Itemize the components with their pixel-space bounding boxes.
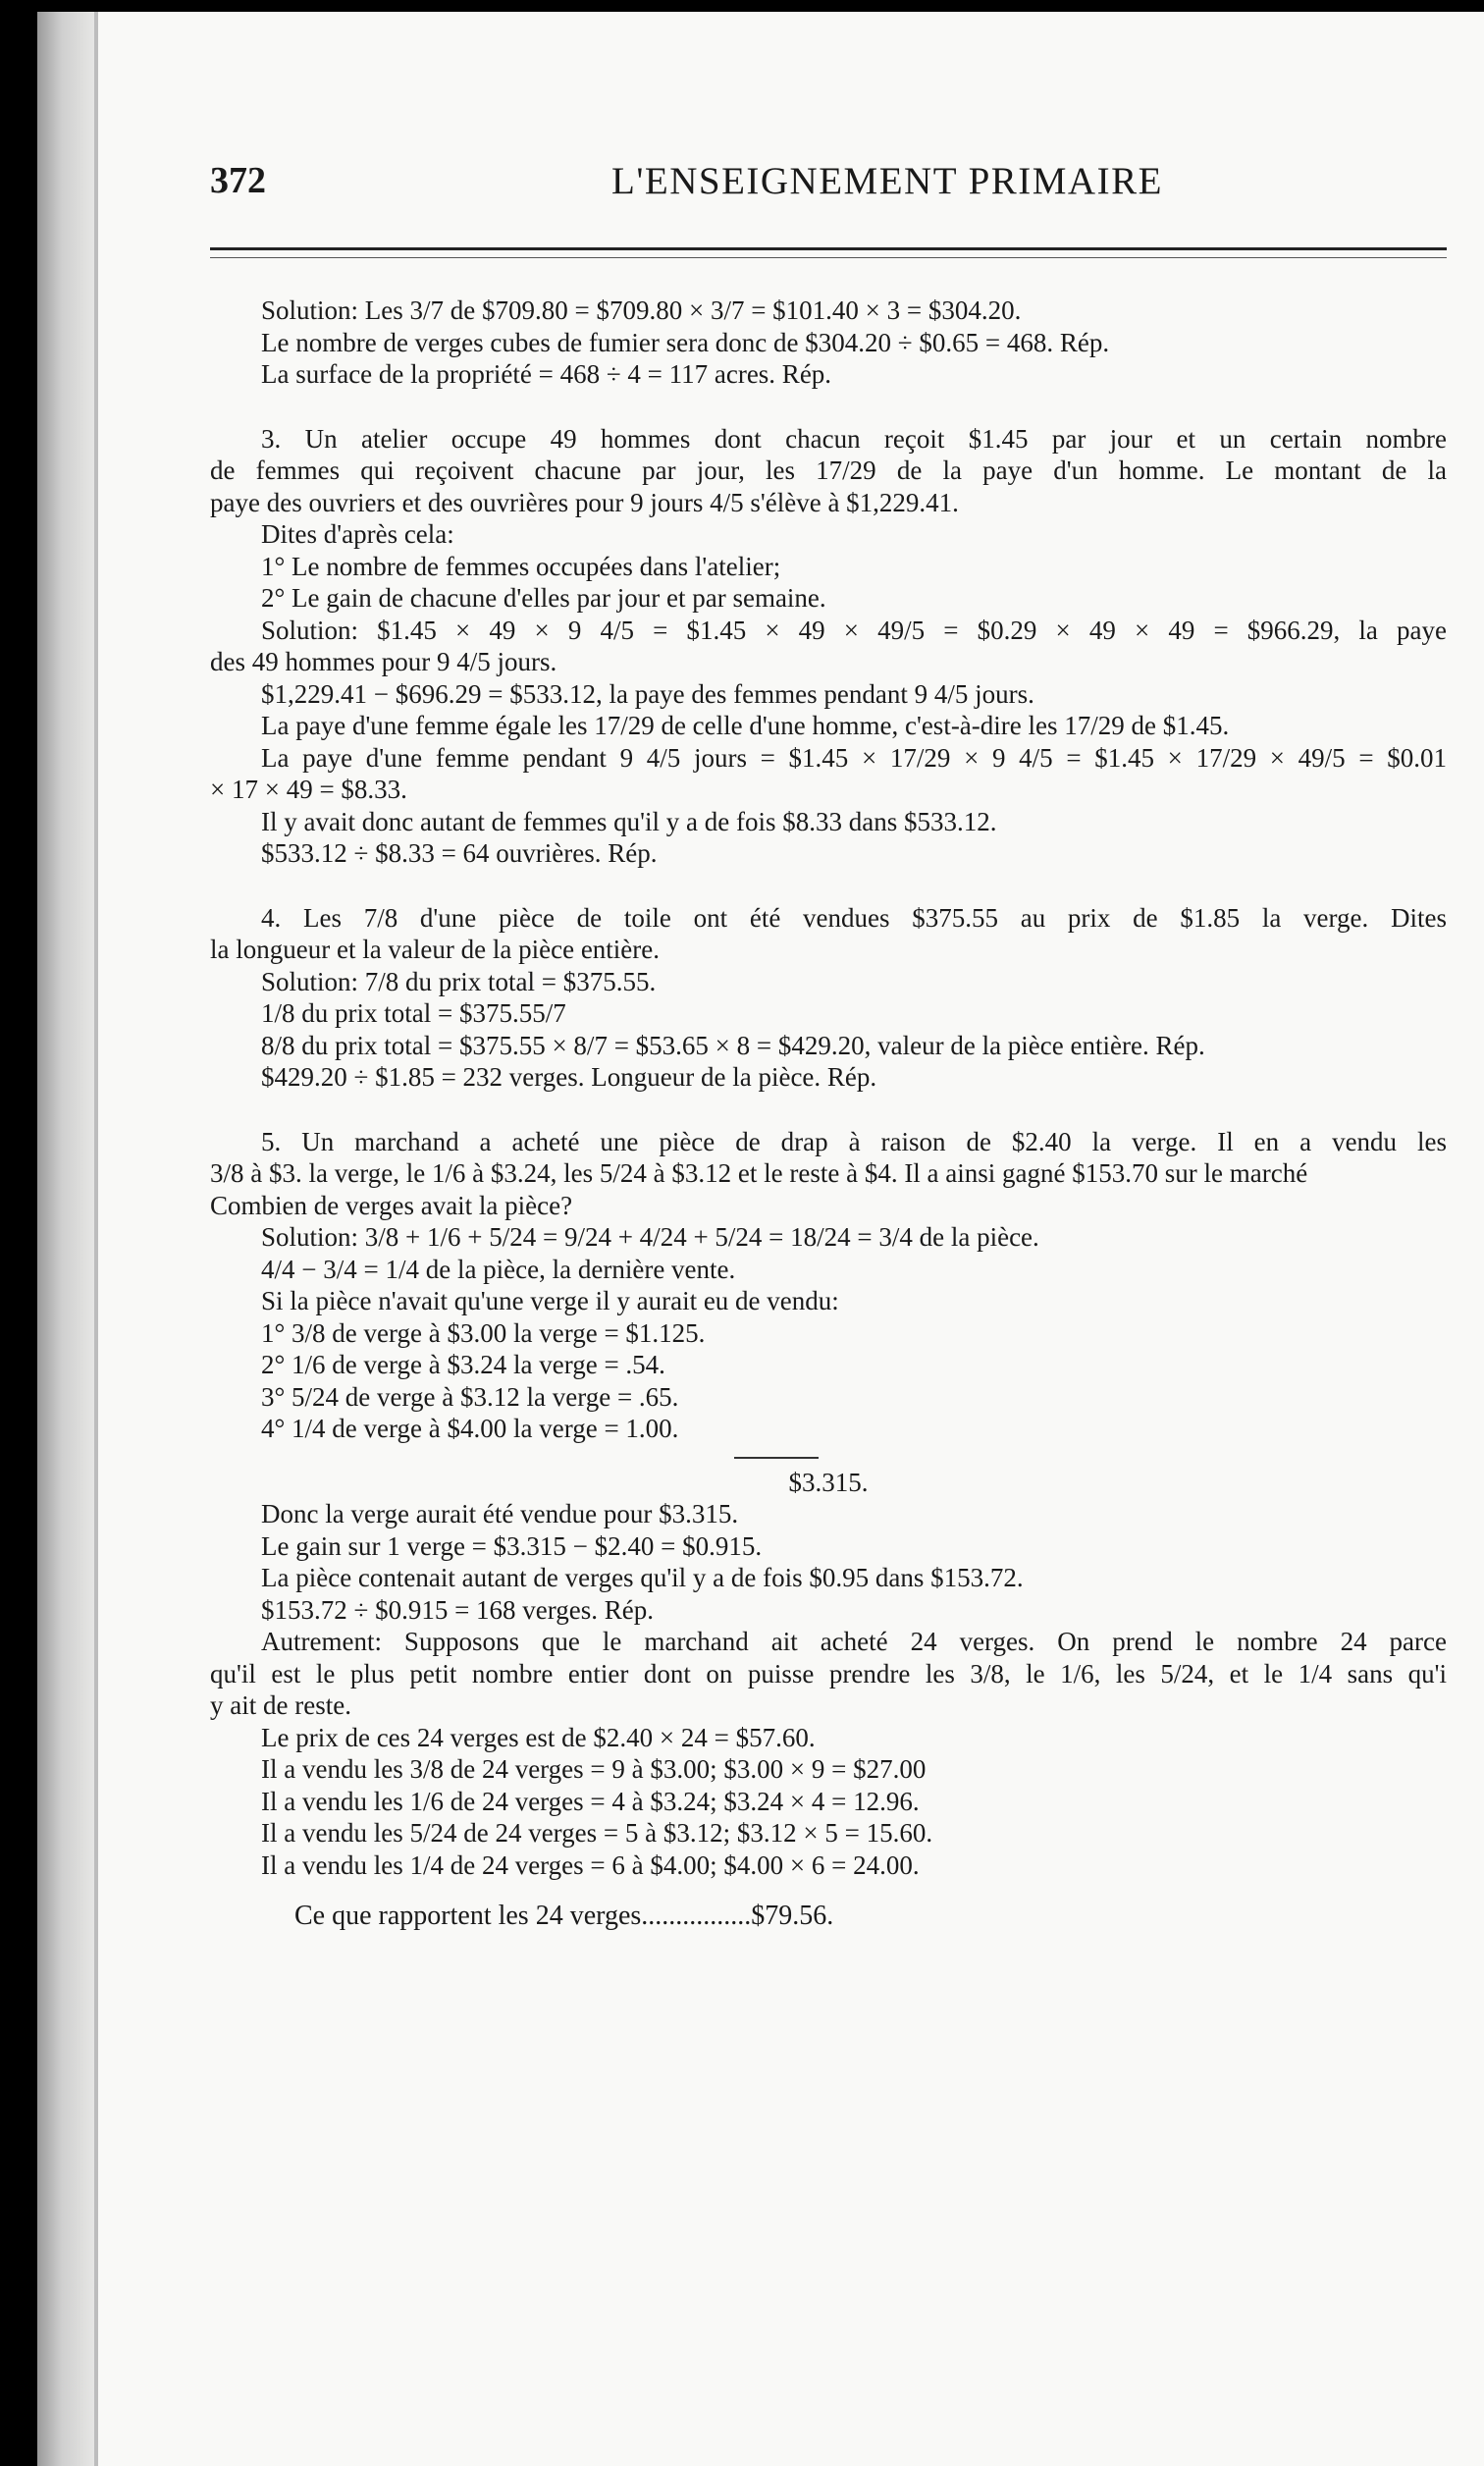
text-line: $153.72 ÷ $0.915 = 168 verges. Rép. — [261, 1594, 655, 1625]
text-line: La pièce contenait autant de verges qu'il y a de fois $0.95 dans $153.72. — [261, 1563, 1024, 1592]
text-line: paye des ouvriers et des ouvrières pour 9 jours 4/5 s'élève à $1,229.41. — [210, 487, 959, 517]
text-line: × 17 × 49 = $8.33. — [210, 775, 407, 804]
text-line: Donc la verge aurait été vendue pour $3.315. — [261, 1499, 739, 1528]
text-line: 3. Un atelier occupe 49 hommes dont chacun reçoit $1.45 par jour et un certain nombre — [261, 423, 1447, 454]
text-line: 8/8 du prix total = $375.55 × 8/7 = $53.65 × 8 = $429.20, valeur de la pièce entière. Rép. — [261, 1030, 1205, 1060]
paragraph-gap — [210, 870, 1447, 902]
text-line: Il y avait donc autant de femmes qu'il y a de fois $8.33 dans $533.12. — [261, 806, 997, 836]
paragraph-gap — [210, 1094, 1447, 1126]
text-line: Il a vendu les 1/4 de 24 verges = 6 à $4.00; $4.00 × 6 = 24.00. — [261, 1850, 920, 1880]
text-line: Si la pièce n'avait qu'une verge il y aurait eu de vendu: — [261, 1286, 839, 1315]
paragraph-gap — [210, 1881, 1447, 1901]
text-line: 3/8 à $3. la verge, le 1/6 à $3.24, les 5/24 à $3.12 et le reste à $4. Il a ainsi gagné $153.70 sur le marché — [210, 1158, 1308, 1188]
text-line: La paye d'une femme égale les 17/29 de celle d'une homme, c'est-à-dire les 17/29 de $1.45. — [261, 711, 1230, 740]
text-line: Il a vendu les 1/6 de 24 verges = 4 à $3.24; $3.24 × 4 = 12.96. — [261, 1786, 920, 1816]
text-line: $3.315. — [788, 1467, 869, 1497]
text-line: Solution: Les 3/7 de $709.80 = $709.80 × 3/7 = $101.40 × 3 = $304.20. — [261, 295, 1022, 325]
header-rule — [210, 247, 1447, 258]
text-line: 1/8 du prix total = $375.55/7 — [261, 998, 566, 1028]
text-line: $1,229.41 − $696.29 = $533.12, la paye des femmes pendant 9 4/5 jours. — [261, 678, 1034, 709]
text-line: Le prix de ces 24 verges est de $2.40 × 24 = $57.60. — [261, 1722, 816, 1752]
text-line: 3° 5/24 de verge à $3.12 la verge = .65. — [261, 1381, 679, 1412]
text-line: 1° 3/8 de verge à $3.00 la verge = $1.125. — [261, 1317, 706, 1348]
text-line: Ce que rapportent les 24 verges................$79.56. — [294, 1901, 834, 1931]
text-line: $533.12 ÷ $8.33 = 64 ouvrières. Rép. — [261, 838, 658, 868]
text-line: $429.20 ÷ $1.85 = 232 verges. Longueur de la pièce. Rép. — [261, 1062, 877, 1092]
text-line: Autrement: Supposons que le marchand ait acheté 24 verges. On prend le nombre 24 parce — [261, 1627, 1447, 1656]
text-line: Solution: $1.45 × 49 × 9 4/5 = $1.45 × 49 × 49/5 = $0.29 × 49 × 49 = $966.29, la paye — [261, 615, 1447, 645]
text-line: de femmes qui reçoivent chacune par jour, les 17/29 de la paye d'un homme. Le montant de la — [210, 456, 1447, 485]
text-line: Il a vendu les 5/24 de 24 verges = 5 à $3.12; $3.12 × 5 = 15.60. — [261, 1818, 933, 1848]
text-line: La paye d'une femme pendant 9 4/5 jours = $1.45 × 17/29 × 9 4/5 = $1.45 × 17/29 × 49/5 = $0.01 — [261, 742, 1447, 773]
text-line: Il a vendu les 3/8 de 24 verges = 9 à $3.00; $3.00 × 9 = $27.00 — [261, 1754, 927, 1784]
text-line: qu'il est le plus petit nombre entier dont on puisse prendre les 3/8, le 1/6, les 5/24, et le 1/4 sans qu'i — [210, 1658, 1447, 1689]
book-page — [37, 12, 1484, 2466]
text-line: y ait de reste. — [210, 1690, 351, 1720]
text-line: Combien de verges avait la pièce? — [210, 1190, 573, 1220]
text-line: 4° 1/4 de verge à $4.00 la verge = 1.00. — [261, 1414, 679, 1443]
text-line: la longueur et la valeur de la pièce entière. — [210, 935, 661, 964]
paragraph-gap — [210, 391, 1447, 423]
text-line: Solution: 7/8 du prix total = $375.55. — [261, 966, 657, 996]
text-line: 2° 1/6 de verge à $3.24 la verge = .54. — [261, 1350, 665, 1379]
text-line: La surface de la propriété = 468 ÷ 4 = 117 acres. Rép. — [261, 359, 832, 389]
text-line: Le gain sur 1 verge = $3.315 − $2.40 = $0.915. — [261, 1530, 763, 1561]
book-spine-shadow — [37, 12, 98, 2466]
text-line: 2° Le gain de chacune d'elles par jour et par semaine. — [261, 583, 826, 613]
page-number: 372 — [210, 160, 266, 201]
text-line: 5. Un marchand a acheté une pièce de drap à raison de $2.40 la verge. Il en a vendu les — [261, 1126, 1447, 1156]
sum-rule — [734, 1457, 819, 1459]
text-line: Dites d'après cela: — [261, 519, 454, 549]
page-header — [210, 159, 1447, 228]
text-line: Le nombre de verges cubes de fumier sera donc de $304.20 ÷ $0.65 = 468. Rép. — [261, 327, 1110, 357]
text-line: 1° Le nombre de femmes occupées dans l'atelier; — [261, 551, 781, 581]
text-line: Solution: 3/8 + 1/6 + 5/24 = 9/24 + 4/24 + 5/24 = 18/24 = 3/4 de la pièce. — [261, 1222, 1039, 1252]
text-line: 4. Les 7/8 d'une pièce de toile ont été vendues $375.55 au prix de $1.85 la verge. Dites — [261, 902, 1447, 933]
text-line: 4/4 − 3/4 = 1/4 de la pièce, la dernière vente. — [261, 1254, 736, 1284]
text-line: des 49 hommes pour 9 4/5 jours. — [210, 647, 557, 676]
running-title: L'ENSEIGNEMENT PRIMAIRE — [611, 160, 1163, 202]
page-body — [210, 295, 1447, 1933]
